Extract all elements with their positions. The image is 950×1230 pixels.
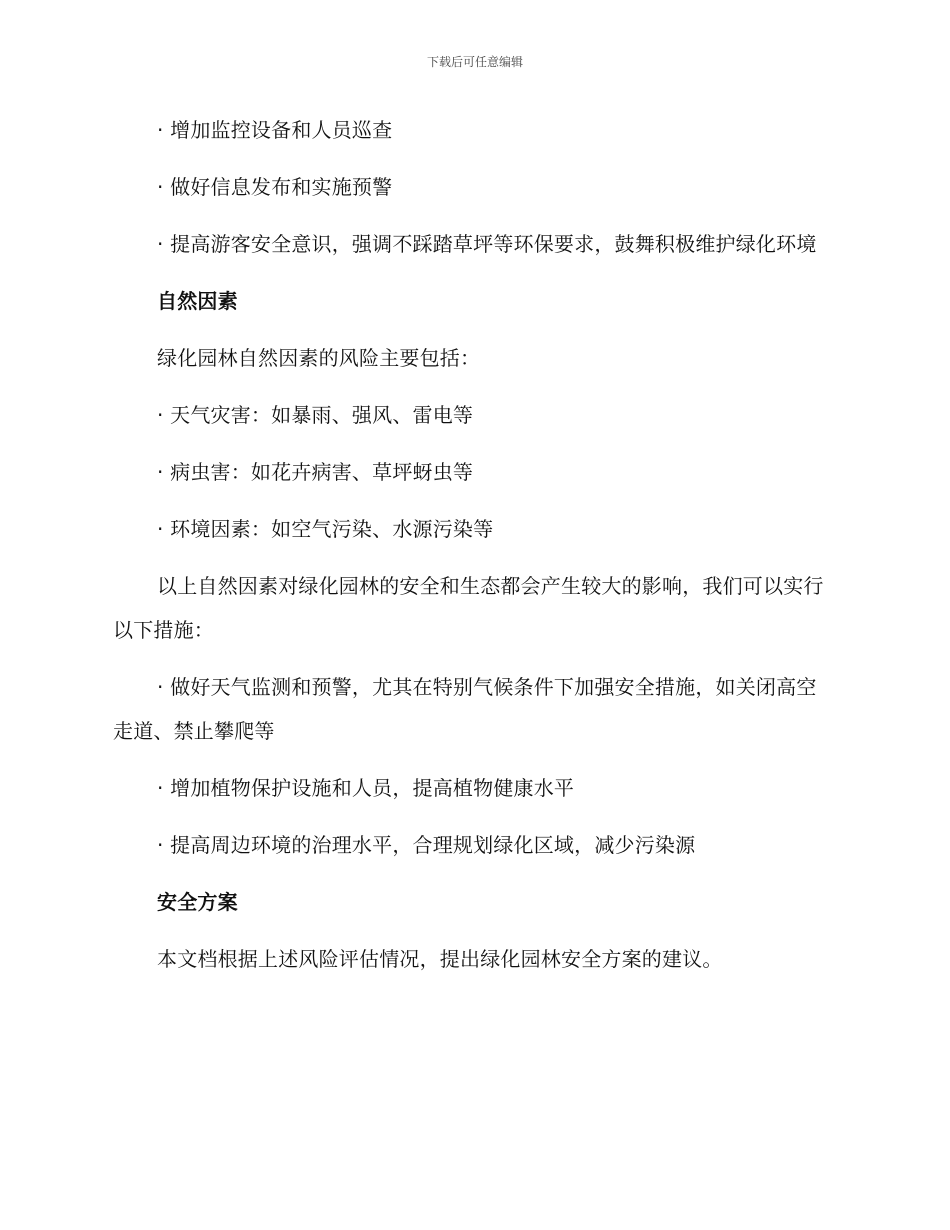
natural-risk-intro: 绿化园林自然因素的风险主要包括：: [157, 346, 481, 370]
bullet-visitor-awareness: · 提高游客安全意识，强调不踩踏草坪等环保要求，鼓舞积极维护绿化环境: [157, 232, 817, 256]
header-note: 下载后可任意编辑: [426, 55, 523, 69]
measures-intro: 以上自然因素对绿化园林的安全和生态都会产生较大的影响，我们可以实行以下措施：: [113, 574, 824, 642]
bullet-weather-monitoring: · 做好天气监测和预警，尤其在特别气候条件下加强安全措施，如关闭高空走道、禁止攀爬等: [113, 675, 817, 743]
section-heading-natural-factors: 自然因素: [157, 289, 238, 313]
bullet-weather: · 天气灾害：如暴雨、强风、雷电等: [157, 403, 474, 427]
bullet-plant-protection: · 增加植物保护设施和人员，提高植物健康水平: [157, 776, 575, 800]
document-body: [113, 108, 833, 994]
bullet-environment: · 环境因素：如空气污染、水源污染等: [157, 517, 494, 541]
bullet-monitoring: · 增加监控设备和人员巡查: [157, 118, 393, 142]
bullet-pests: · 病虫害：如花卉病害、草坪蚜虫等: [157, 460, 474, 484]
bullet-warning: · 做好信息发布和实施预警: [157, 175, 393, 199]
safety-plan-intro: 本文档根据上述风险评估情况，提出绿化园林安全方案的建议。: [157, 947, 723, 971]
section-heading-safety-plan: 安全方案: [157, 890, 238, 914]
bullet-environment-governance: · 提高周边环境的治理水平，合理规划绿化区域，减少污染源: [157, 833, 696, 857]
